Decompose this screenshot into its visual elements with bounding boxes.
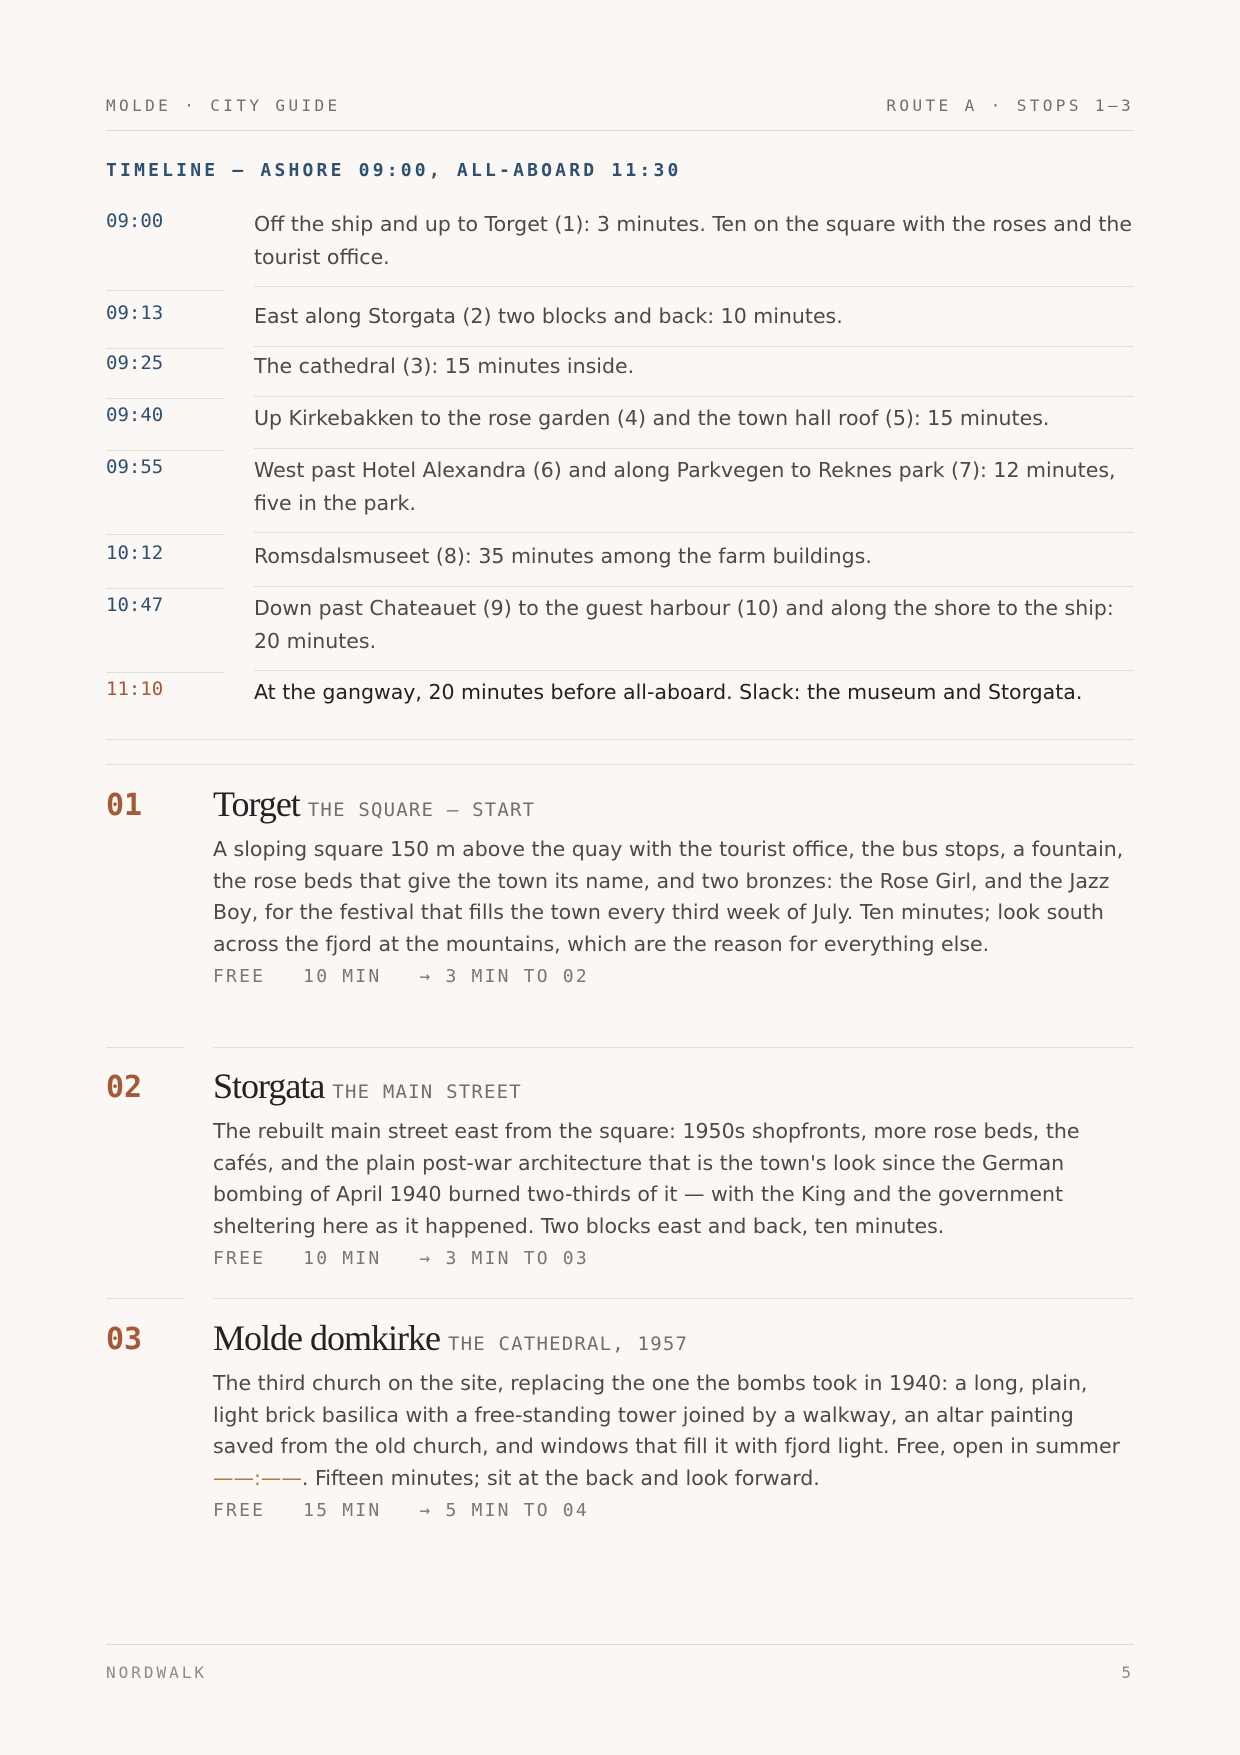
stop-card [106, 784, 1134, 1044]
stop-price: FREE [213, 966, 266, 987]
stop-subtitle: THE CATHEDRAL, 1957 [447, 1333, 689, 1355]
opening-hours-blank: ——:—— [213, 1465, 302, 1490]
stop-card [106, 1066, 1134, 1296]
timeline-time: 09:00 [106, 206, 224, 291]
timeline-title: TIMELINE — ASHORE 09:00, ALL-ABOARD 11:30 [106, 160, 682, 181]
page-number: 5 [1121, 1663, 1134, 1682]
timeline-row [106, 586, 1134, 672]
timeline-text: The cathedral (3): 15 minutes inside. [254, 344, 1134, 397]
stop-heading [213, 784, 1134, 830]
timeline-row [106, 534, 1134, 586]
stop-subtitle: THE MAIN STREET [332, 1081, 522, 1103]
header-guide-title: MOLDE · CITY GUIDE [106, 96, 341, 115]
stop-number: 02 [106, 1070, 143, 1105]
timeline-row [106, 206, 1134, 292]
timeline-time: 11:10 [106, 678, 164, 700]
stop-next-walk: → 3 MIN TO 02 [419, 966, 589, 987]
section-divider [106, 764, 1134, 765]
timeline-text: Down past Chateauet (9) to the guest harbour (10) and along the shore to the ship: 20 minutes. [254, 586, 1134, 671]
timeline-text: Romsdalsmuseet (8): 35 minutes among the farm buildings. [254, 534, 1134, 587]
stop-meta [213, 1248, 1134, 1269]
stop-name: Storgata [213, 1066, 325, 1106]
stop-body [213, 1066, 1134, 1269]
stop-description: A sloping square 150 m above the quay with the tourist office, the bus stops, a fountain, the rose beds that give the town its name, and two bronzes: the Rose Girl, and the Jazz Boy, for the festival that fills the town every third week of July. Ten minutes; look south across the fjord at the mountains, which are the reason for everything else. [213, 837, 1124, 956]
stop-price: FREE [213, 1500, 266, 1521]
timeline-text: West past Hotel Alexandra (6) and along Parkvegen to Reknes park (7): 12 minutes, five in the park. [254, 448, 1134, 533]
stop-duration: 15 MIN [303, 1500, 382, 1521]
timeline [106, 206, 1134, 724]
timeline-text: Off the ship and up to Torget (1): 3 minutes. Ten on the square with the roses and the tourist office. [254, 206, 1134, 287]
stop-description [213, 1368, 1134, 1494]
timeline-row [106, 448, 1134, 534]
stop-subtitle: THE SQUARE — START [307, 799, 536, 821]
section-divider [106, 739, 1134, 740]
timeline-time: 09:40 [106, 396, 224, 451]
stop-next-walk: → 3 MIN TO 03 [419, 1248, 589, 1269]
timeline-time: 09:25 [106, 344, 224, 399]
stop-description-text: . Fifteen minutes; sit at the back and look forward. [301, 1465, 820, 1490]
timeline-row-final [106, 672, 1134, 724]
stop-number: 01 [106, 788, 143, 823]
stop-name: Torget [213, 784, 300, 824]
stop-description-text: The third church on the site, replacing the one the bombs took in 1940: a long, plain, light brick basilica with a free-standing tower joined by a walkway, an altar painting saved from the old church, and windows that fill it with fjord light. Free, open in summer [213, 1371, 1121, 1458]
timeline-text: At the gangway, 20 minutes before all-aboard. Slack: the museum and Storgata. [254, 680, 1083, 704]
stop-description: The rebuilt main street east from the square: 1950s shopfronts, more rose beds, the cafés, and the plain post-war architecture that is the town's look since the German bombing of April 1940 burned two-thirds of it — with the King and the government sheltering here as it happened. Two blocks east and back, ten minutes. [213, 1119, 1080, 1238]
stop-duration: 10 MIN [303, 966, 382, 987]
stop-meta [213, 966, 1134, 987]
stop-price: FREE [213, 1248, 266, 1269]
timeline-text: East along Storgata (2) two blocks and back: 10 minutes. [254, 292, 1134, 347]
stop-card [106, 1318, 1134, 1548]
timeline-text: Up Kirkebakken to the rose garden (4) and the town hall roof (5): 15 minutes. [254, 396, 1134, 449]
timeline-time: 09:55 [106, 448, 224, 535]
timeline-time: 10:12 [106, 534, 224, 589]
timeline-time: 09:13 [106, 292, 224, 349]
page-header [106, 96, 1134, 131]
timeline-row [106, 344, 1134, 396]
timeline-row [106, 292, 1134, 344]
page-footer [106, 1644, 1134, 1682]
stop-meta [213, 1500, 1134, 1521]
stop-body [213, 1318, 1134, 1521]
stop-heading [213, 1066, 1134, 1112]
stop-duration: 10 MIN [303, 1248, 382, 1269]
stop-next-walk: → 5 MIN TO 04 [419, 1500, 589, 1521]
stop-body [213, 784, 1134, 987]
footer-brand: NORDWALK [106, 1663, 208, 1682]
header-route-label: ROUTE A · STOPS 1–3 [886, 96, 1134, 115]
stop-name: Molde domkirke [213, 1318, 440, 1358]
timeline-time: 10:47 [106, 586, 224, 673]
stop-number: 03 [106, 1322, 143, 1357]
timeline-row [106, 396, 1134, 448]
stop-heading [213, 1318, 1134, 1364]
